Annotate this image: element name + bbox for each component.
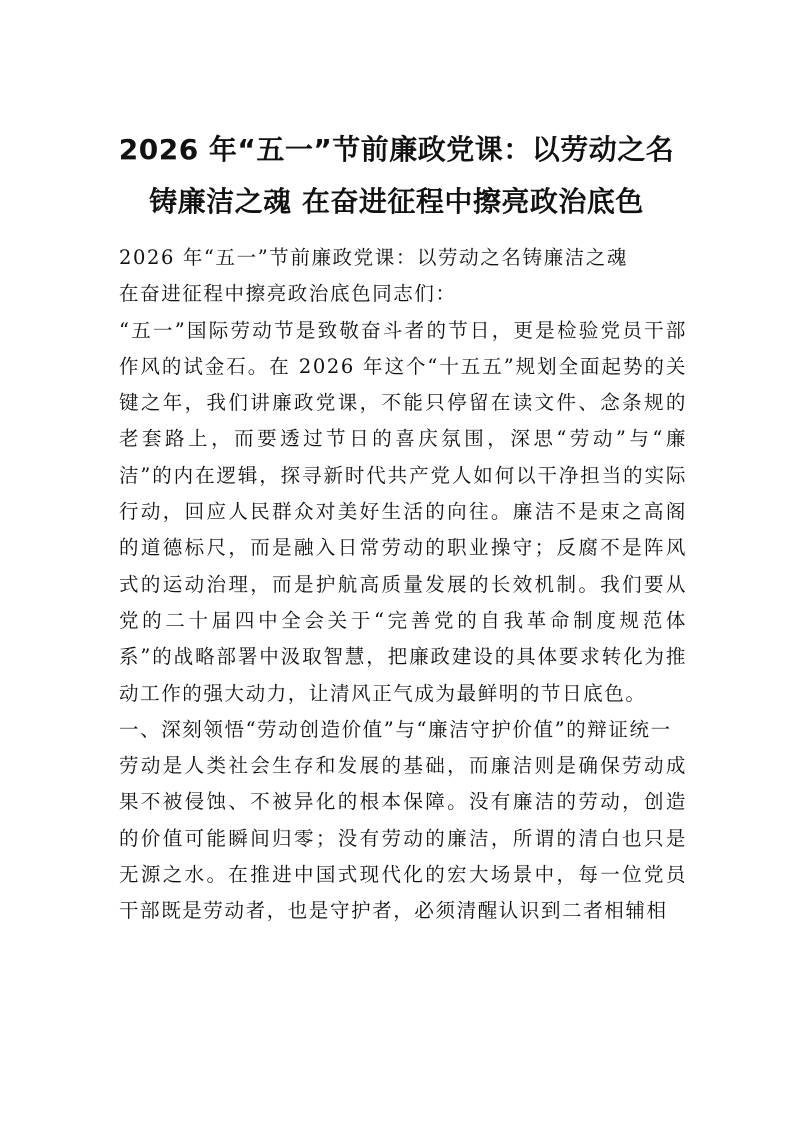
title-line-2: 铸廉洁之魂 在奋进征程中擦亮政治底色 <box>149 185 644 218</box>
paragraph-salutation: 在奋进征程中擦亮政治底色同志们： <box>119 282 457 306</box>
paragraph-subtitle: 2026 年“五一”节前廉政党课：以劳动之名铸廉洁之魂 <box>119 246 628 269</box>
document-body <box>119 240 687 930</box>
title-line-1: 2026 年“五一”节前廉政党课：以劳动之名 <box>118 133 675 166</box>
section-1-heading: 一、深刻领悟“劳动创造价值”与“廉洁守护价值”的辩证统一 <box>119 717 672 741</box>
document-title <box>100 124 693 228</box>
paragraph-intro: “五一”国际劳动节是致敬奋斗者的节日，更是检验党员干部作风的试金石。在 2026 年这个“十五五”规划全面起势的关键之年，我们讲廉政党课，不能只停留在读文件、念条规的老套路上，而要透过节日的喜庆氛围，深思“劳动”与“廉洁”的内在逻辑，探寻新时代共产党人如何以干净担当的实际行动，回应人民群众对美好生活的向往。廉洁不是束之高阁的道德标尺，而是融入日常劳动的职业操守；反腐不是阵风式的运动治理，而是护航高质量发展的长效机制。我们要从党的二十届四中全会关于“完善党的自我革命制度规范体系”的战略部署中汲取智慧，把廉政建设的具体要求转化为推动工作的强大动力，让清风正气成为最鲜明的节日底色。 <box>119 318 687 705</box>
section-1-paragraph: 劳动是人类社会生存和发展的基础，而廉洁则是确保劳动成果不被侵蚀、不被异化的根本保障。没有廉洁的劳动，创造的价值可能瞬间归零；没有劳动的廉洁，所谓的清白也只是无源之水。在推进中国式现代化的宏大场景中，每一位党员干部既是劳动者，也是守护者，必须清醒认识到二者相辅相 <box>119 754 687 923</box>
